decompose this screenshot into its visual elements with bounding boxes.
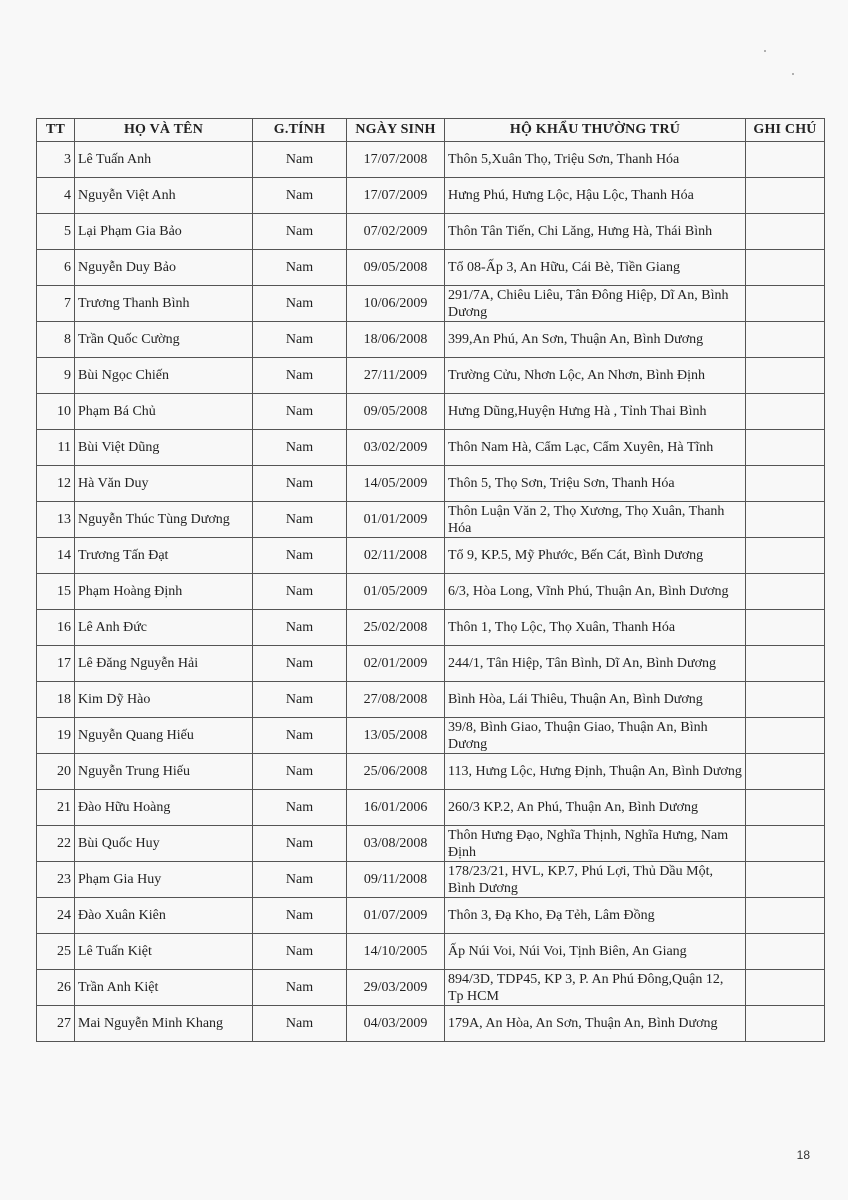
cell-full-name: Trần Anh Kiệt	[75, 970, 253, 1006]
cell-permanent-address: Thôn 5,Xuân Thọ, Triệu Sơn, Thanh Hóa	[445, 142, 746, 178]
cell-gender: Nam	[253, 898, 347, 934]
table-body	[37, 142, 825, 1042]
table-row	[37, 538, 825, 574]
cell-date-of-birth: 27/11/2009	[347, 358, 445, 394]
cell-date-of-birth: 09/11/2008	[347, 862, 445, 898]
table-row	[37, 934, 825, 970]
cell-tt: 21	[37, 790, 75, 826]
cell-tt: 26	[37, 970, 75, 1006]
cell-gender: Nam	[253, 358, 347, 394]
table-row	[37, 862, 825, 898]
cell-gender: Nam	[253, 430, 347, 466]
cell-gender: Nam	[253, 466, 347, 502]
cell-date-of-birth: 18/06/2008	[347, 322, 445, 358]
cell-note	[746, 286, 825, 322]
table-row	[37, 322, 825, 358]
cell-full-name: Nguyễn Thúc Tùng Dương	[75, 502, 253, 538]
cell-tt: 8	[37, 322, 75, 358]
header-date-of-birth: NGÀY SINH	[347, 119, 445, 142]
cell-permanent-address: Thôn Hưng Đạo, Nghĩa Thịnh, Nghĩa Hưng, Nam Định	[445, 826, 746, 862]
cell-gender: Nam	[253, 538, 347, 574]
cell-gender: Nam	[253, 610, 347, 646]
cell-permanent-address: Ấp Núi Voi, Núi Voi, Tịnh Biên, An Giang	[445, 934, 746, 970]
cell-note	[746, 358, 825, 394]
table-row	[37, 790, 825, 826]
cell-gender: Nam	[253, 214, 347, 250]
cell-note	[746, 1006, 825, 1042]
cell-date-of-birth: 09/05/2008	[347, 394, 445, 430]
cell-date-of-birth: 13/05/2008	[347, 718, 445, 754]
cell-gender: Nam	[253, 826, 347, 862]
cell-permanent-address: 894/3D, TDP45, KP 3, P. An Phú Đông,Quận 12, Tp HCM	[445, 970, 746, 1006]
cell-date-of-birth: 17/07/2008	[347, 142, 445, 178]
cell-tt: 22	[37, 826, 75, 862]
cell-note	[746, 394, 825, 430]
cell-note	[746, 610, 825, 646]
table-row	[37, 826, 825, 862]
cell-date-of-birth: 14/10/2005	[347, 934, 445, 970]
cell-gender: Nam	[253, 502, 347, 538]
cell-gender: Nam	[253, 250, 347, 286]
cell-note	[746, 250, 825, 286]
table-header-row	[37, 119, 825, 142]
cell-tt: 25	[37, 934, 75, 970]
cell-note	[746, 178, 825, 214]
cell-gender: Nam	[253, 286, 347, 322]
cell-full-name: Kim Dỹ Hào	[75, 682, 253, 718]
cell-tt: 3	[37, 142, 75, 178]
cell-tt: 12	[37, 466, 75, 502]
cell-tt: 4	[37, 178, 75, 214]
table-row	[37, 394, 825, 430]
table-row	[37, 214, 825, 250]
table-row	[37, 430, 825, 466]
cell-note	[746, 502, 825, 538]
header-permanent-address: HỘ KHẨU THƯỜNG TRÚ	[445, 119, 746, 142]
cell-full-name: Lại Phạm Gia Bảo	[75, 214, 253, 250]
cell-date-of-birth: 03/02/2009	[347, 430, 445, 466]
cell-gender: Nam	[253, 142, 347, 178]
cell-tt: 11	[37, 430, 75, 466]
cell-full-name: Lê Tuấn Anh	[75, 142, 253, 178]
cell-note	[746, 430, 825, 466]
cell-tt: 16	[37, 610, 75, 646]
cell-permanent-address: 178/23/21, HVL, KP.7, Phú Lợi, Thủ Dầu Một, Bình Dương	[445, 862, 746, 898]
table-row	[37, 142, 825, 178]
cell-permanent-address: 260/3 KP.2, An Phú, Thuận An, Bình Dương	[445, 790, 746, 826]
cell-permanent-address: 179A, An Hòa, An Sơn, Thuận An, Bình Dương	[445, 1006, 746, 1042]
cell-note	[746, 826, 825, 862]
cell-note	[746, 214, 825, 250]
cell-date-of-birth: 16/01/2006	[347, 790, 445, 826]
cell-permanent-address: 39/8, Bình Giao, Thuận Giao, Thuận An, Bình Dương	[445, 718, 746, 754]
cell-note	[746, 754, 825, 790]
cell-tt: 10	[37, 394, 75, 430]
cell-gender: Nam	[253, 394, 347, 430]
cell-permanent-address: Hưng Dũng,Huyện Hưng Hà , Tỉnh Thai Bình	[445, 394, 746, 430]
table-row	[37, 358, 825, 394]
cell-full-name: Nguyễn Việt Anh	[75, 178, 253, 214]
cell-gender: Nam	[253, 790, 347, 826]
cell-full-name: Nguyễn Duy Bảo	[75, 250, 253, 286]
cell-full-name: Đào Hữu Hoàng	[75, 790, 253, 826]
cell-note	[746, 574, 825, 610]
cell-date-of-birth: 17/07/2009	[347, 178, 445, 214]
cell-gender: Nam	[253, 718, 347, 754]
header-note: GHI CHÚ	[746, 119, 825, 142]
cell-permanent-address: Hưng Phú, Hưng Lộc, Hậu Lộc, Thanh Hóa	[445, 178, 746, 214]
cell-tt: 9	[37, 358, 75, 394]
cell-tt: 5	[37, 214, 75, 250]
table-row	[37, 718, 825, 754]
cell-date-of-birth: 27/08/2008	[347, 682, 445, 718]
cell-date-of-birth: 01/01/2009	[347, 502, 445, 538]
cell-note	[746, 898, 825, 934]
cell-permanent-address: 244/1, Tân Hiệp, Tân Bình, Dĩ An, Bình Dương	[445, 646, 746, 682]
cell-full-name: Lê Đăng Nguyễn Hải	[75, 646, 253, 682]
cell-tt: 23	[37, 862, 75, 898]
table-row	[37, 682, 825, 718]
cell-tt: 13	[37, 502, 75, 538]
cell-gender: Nam	[253, 646, 347, 682]
cell-full-name: Lê Tuấn Kiệt	[75, 934, 253, 970]
cell-permanent-address: Trường Cửu, Nhơn Lộc, An Nhơn, Bình Định	[445, 358, 746, 394]
header-gender: G.TÍNH	[253, 119, 347, 142]
cell-gender: Nam	[253, 682, 347, 718]
cell-tt: 18	[37, 682, 75, 718]
cell-permanent-address: Tổ 08-Ấp 3, An Hữu, Cái Bè, Tiền Giang	[445, 250, 746, 286]
cell-note	[746, 934, 825, 970]
cell-full-name: Bùi Quốc Huy	[75, 826, 253, 862]
cell-date-of-birth: 09/05/2008	[347, 250, 445, 286]
cell-tt: 20	[37, 754, 75, 790]
cell-note	[746, 646, 825, 682]
cell-note	[746, 538, 825, 574]
student-roster-table	[36, 118, 825, 1042]
cell-full-name: Bùi Ngọc Chiến	[75, 358, 253, 394]
cell-full-name: Trương Tấn Đạt	[75, 538, 253, 574]
cell-full-name: Nguyễn Trung Hiếu	[75, 754, 253, 790]
cell-tt: 14	[37, 538, 75, 574]
cell-date-of-birth: 10/06/2009	[347, 286, 445, 322]
table-row	[37, 646, 825, 682]
cell-full-name: Hà Văn Duy	[75, 466, 253, 502]
cell-gender: Nam	[253, 1006, 347, 1042]
cell-permanent-address: Thôn 5, Thọ Sơn, Triệu Sơn, Thanh Hóa	[445, 466, 746, 502]
cell-tt: 17	[37, 646, 75, 682]
cell-date-of-birth: 14/05/2009	[347, 466, 445, 502]
table-row	[37, 286, 825, 322]
cell-full-name: Phạm Gia Huy	[75, 862, 253, 898]
cell-full-name: Đào Xuân Kiên	[75, 898, 253, 934]
cell-date-of-birth: 02/11/2008	[347, 538, 445, 574]
cell-tt: 27	[37, 1006, 75, 1042]
cell-permanent-address: 6/3, Hòa Long, Vĩnh Phú, Thuận An, Bình Dương	[445, 574, 746, 610]
cell-permanent-address: Bình Hòa, Lái Thiêu, Thuận An, Bình Dương	[445, 682, 746, 718]
cell-gender: Nam	[253, 754, 347, 790]
cell-date-of-birth: 02/01/2009	[347, 646, 445, 682]
scan-speck	[792, 73, 794, 75]
table-row	[37, 610, 825, 646]
table-row	[37, 574, 825, 610]
table-row	[37, 1006, 825, 1042]
cell-permanent-address: 113, Hưng Lộc, Hưng Định, Thuận An, Bình Dương	[445, 754, 746, 790]
cell-permanent-address: Thôn Tân Tiến, Chi Lăng, Hưng Hà, Thái Bình	[445, 214, 746, 250]
cell-full-name: Trương Thanh Bình	[75, 286, 253, 322]
cell-date-of-birth: 03/08/2008	[347, 826, 445, 862]
cell-permanent-address: Thôn 3, Đạ Kho, Đạ Tẻh, Lâm Đồng	[445, 898, 746, 934]
table-row	[37, 970, 825, 1006]
cell-note	[746, 862, 825, 898]
table-row	[37, 178, 825, 214]
cell-full-name: Mai Nguyễn Minh Khang	[75, 1006, 253, 1042]
cell-permanent-address: Thôn Nam Hà, Cẩm Lạc, Cẩm Xuyên, Hà Tĩnh	[445, 430, 746, 466]
cell-permanent-address: Thôn 1, Thọ Lộc, Thọ Xuân, Thanh Hóa	[445, 610, 746, 646]
cell-full-name: Trần Quốc Cường	[75, 322, 253, 358]
cell-date-of-birth: 01/07/2009	[347, 898, 445, 934]
cell-tt: 6	[37, 250, 75, 286]
cell-note	[746, 718, 825, 754]
cell-permanent-address: 291/7A, Chiêu Liêu, Tân Đông Hiệp, Dĩ An, Bình Dương	[445, 286, 746, 322]
cell-tt: 19	[37, 718, 75, 754]
cell-permanent-address: 399,An Phú, An Sơn, Thuận An, Bình Dương	[445, 322, 746, 358]
cell-gender: Nam	[253, 574, 347, 610]
cell-permanent-address: Thôn Luận Văn 2, Thọ Xương, Thọ Xuân, Thanh Hóa	[445, 502, 746, 538]
cell-gender: Nam	[253, 862, 347, 898]
header-full-name: HỌ VÀ TÊN	[75, 119, 253, 142]
cell-tt: 24	[37, 898, 75, 934]
header-tt: TT	[37, 119, 75, 142]
cell-date-of-birth: 29/03/2009	[347, 970, 445, 1006]
cell-gender: Nam	[253, 178, 347, 214]
page-number: 18	[796, 1148, 810, 1162]
cell-note	[746, 790, 825, 826]
table-row	[37, 898, 825, 934]
cell-full-name: Nguyễn Quang Hiếu	[75, 718, 253, 754]
cell-gender: Nam	[253, 970, 347, 1006]
cell-gender: Nam	[253, 934, 347, 970]
table-row	[37, 502, 825, 538]
cell-full-name: Phạm Bá Chủ	[75, 394, 253, 430]
cell-permanent-address: Tổ 9, KP.5, Mỹ Phước, Bến Cát, Bình Dương	[445, 538, 746, 574]
scan-speck	[764, 50, 766, 52]
cell-note	[746, 142, 825, 178]
cell-tt: 15	[37, 574, 75, 610]
cell-note	[746, 466, 825, 502]
cell-note	[746, 682, 825, 718]
cell-date-of-birth: 04/03/2009	[347, 1006, 445, 1042]
cell-full-name: Bùi Việt Dũng	[75, 430, 253, 466]
cell-date-of-birth: 07/02/2009	[347, 214, 445, 250]
cell-gender: Nam	[253, 322, 347, 358]
cell-note	[746, 970, 825, 1006]
cell-date-of-birth: 25/02/2008	[347, 610, 445, 646]
cell-date-of-birth: 25/06/2008	[347, 754, 445, 790]
cell-full-name: Lê Anh Đức	[75, 610, 253, 646]
table-row	[37, 466, 825, 502]
cell-full-name: Phạm Hoàng Định	[75, 574, 253, 610]
cell-tt: 7	[37, 286, 75, 322]
table-row	[37, 250, 825, 286]
cell-date-of-birth: 01/05/2009	[347, 574, 445, 610]
cell-note	[746, 322, 825, 358]
table-row	[37, 754, 825, 790]
